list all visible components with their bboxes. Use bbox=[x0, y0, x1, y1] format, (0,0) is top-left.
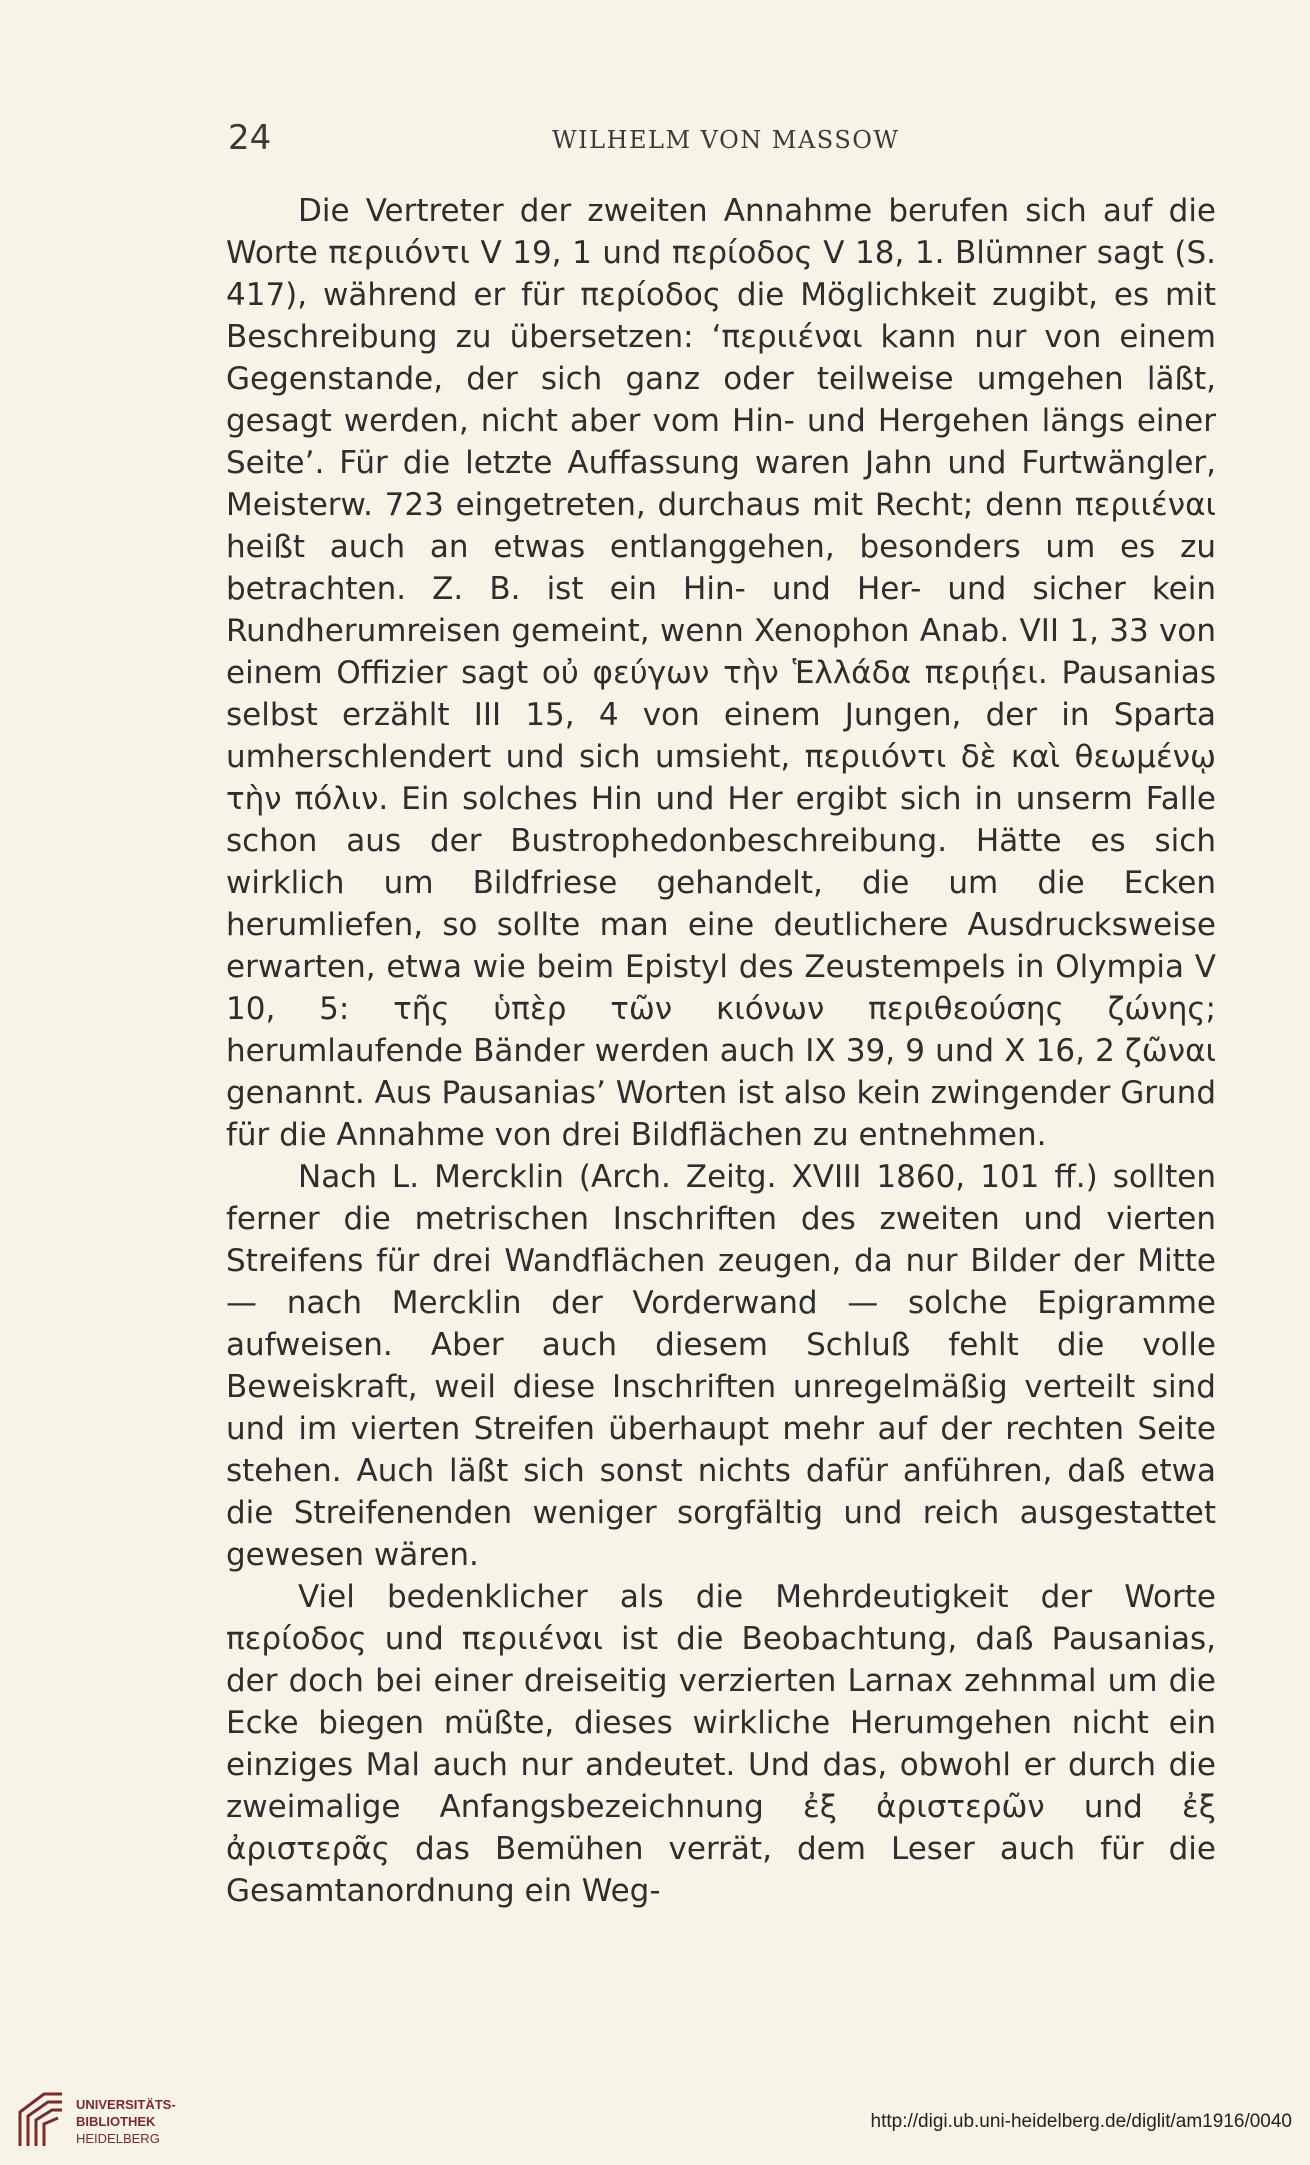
logo-line: BIBLIOTHEK bbox=[76, 2114, 156, 2129]
library-logo-icon bbox=[14, 2090, 68, 2150]
library-logo[interactable] bbox=[14, 2088, 174, 2154]
library-logo-text bbox=[76, 2096, 176, 2147]
page-number: 24 bbox=[228, 118, 272, 158]
paragraph: Die Vertreter der zweiten Annahme berufen sich auf die Worte περιιόντι V 19, 1 und περίοδος V 18, 1. Blümner sagt (S. 417), während er für περίοδος die Möglichkeit zugibt, es mit Beschreibung zu übersetzen: ‘περιιέναι kann nur von einem Gegenstande, der sich ganz oder teilweise umgehen läßt, gesagt werden, nicht aber vom Hin- und Hergehen längs einer Seite’. Für die letzte Auffassung waren Jahn und Furtwängler, Meisterw. 723 eingetreten, durchaus mit Recht; denn περιιέναι heißt auch an etwas entlanggehen, besonders um es zu betrachten. Z. B. ist ein Hin- und Her- und sicher kein Rundherumreisen gemeint, wenn Xenophon Anab. VII 1, 33 von einem Offizier sagt οὐ φεύγων τὴν Ἑλλάδα περιῄει. Pausanias selbst erzählt III 15, 4 von einem Jungen, der in Sparta umherschlendert und sich umsieht, περιιόντι δὲ καὶ θεωμένῳ τὴν πόλιν. Ein solches Hin und Her ergibt sich in unserm Falle schon aus der Bustrophedonbeschreibung. Hätte es sich wirklich um Bildfriese gehandelt, die um die Ecken herumliefen, so sollte man eine deutlichere Ausdrucksweise erwarten, etwa wie beim Epistyl des Zeustempels in Olympia V 10, 5: τῆς ὑπὲρ τῶν κιόνων περιθεούσης ζώνης; herumlaufende Bänder werden auch IX 39, 9 und X 16, 2 ζῶναι genannt. Aus Pausanias’ Worten ist also kein zwingender Grund für die Annahme von drei Bildflächen zu entnehmen. bbox=[226, 193, 1216, 1153]
logo-line: HEIDELBERG bbox=[76, 2131, 160, 2146]
body-text bbox=[226, 190, 1216, 1912]
paragraph: Nach L. Mercklin (Arch. Zeitg. XVIII 1860, 101 ff.) sollten ferner die metrischen Inschriften des zweiten und vierten Streifens für drei Wandflächen zeugen, da nur Bilder der Mitte — nach Mercklin der Vorderwand — solche Epigramme aufweisen. Aber auch diesem Schluß fehlt die volle Beweiskraft, weil diese Inschriften unregelmäßig verteilt sind und im vierten Streifen überhaupt mehr auf der rechten Seite stehen. Auch läßt sich sonst nichts dafür anführen, daß etwa die Streifenenden weniger sorgfältig und reich ausgestattet gewesen wären. bbox=[226, 1159, 1216, 1573]
logo-line: UNIVERSITÄTS- bbox=[76, 2097, 176, 2112]
running-title: WILHELM VON MASSOW bbox=[552, 126, 900, 154]
paragraph: Viel bedenklicher als die Mehrdeutigkeit der Worte περίοδος und περιιέναι ist die Beobachtung, daß Pausanias, der doch bei einer dreiseitig verzierten Larnax zehnmal um die Ecke biegen müßte, dieses wirkliche Herumgehen nicht ein einziges Mal auch nur andeutet. Und das, obwohl er durch die zweimalige Anfangsbezeichnung ἐξ ἀριστερῶν und ἐξ ἀριστερᾶς das Bemühen verrät, dem Leser auch für die Gesamtanordnung ein Weg- bbox=[226, 1579, 1216, 1909]
source-url-link[interactable]: http://digi.ub.uni-heidelberg.de/diglit/am1916/0040 bbox=[870, 2111, 1292, 2132]
running-head bbox=[0, 118, 1310, 158]
